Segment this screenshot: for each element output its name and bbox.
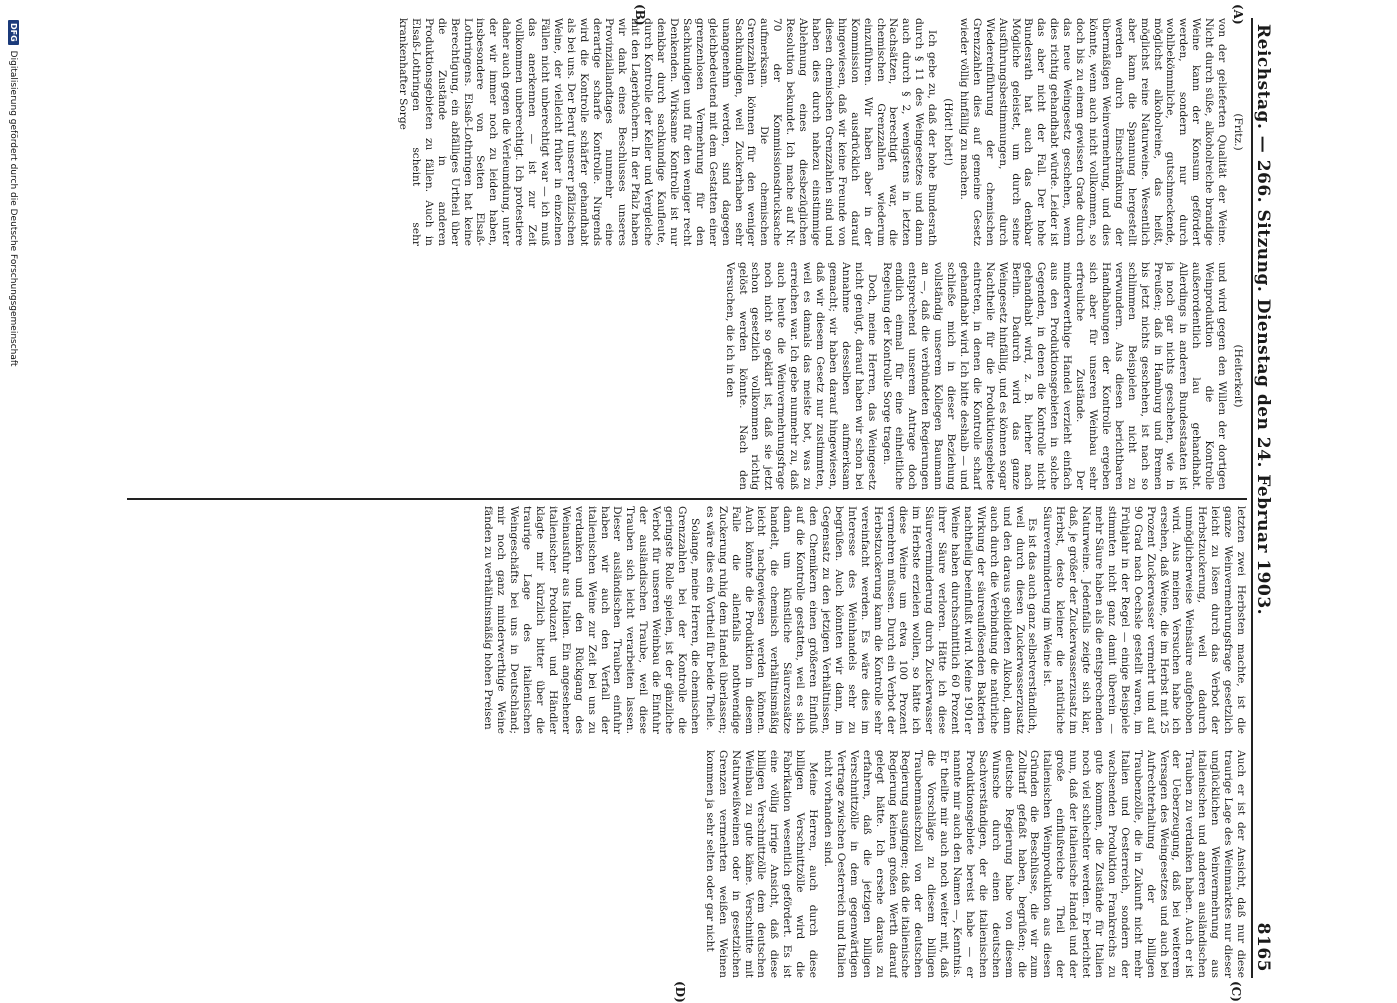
text-body xyxy=(127,4,1247,1003)
column-divider xyxy=(127,498,1247,500)
paragraph: Auch er ist der Ansicht, daß nur diese traurige Lage des Weinmarktes nur dieser unglücklichen Weinvermehrung aus italienischen und anderen ausländischen Trauben zu verdanken haben. Auch er ist der Ueberzeugung, daß bei weiterem Versagen des Weingesetzes und auch bei Aufrechterhaltung der billigen Traubenzölle, die in Zukunft nicht mehr Italien und Oesterreich, sondern der wachsenden Produktion Frankreichs zu gute kommen, die Zustände für Italien noch viel schlechter werden. Er berichtet nun, daß der italienische Handel und der große einflußreiche Theil der italienischen Weinproduktion aus diesen Gründen die Beschlüsse, die wir zum Zolltarif gefaßt haben, begrüßen; die deutsche Regierung habe von diesem Wunsche durch einen deutschen Sachverständigen, der die italienischen Produktionsgebiete bereist habe — er nannte mir auch den Namen —, Kenntnis. Er theilte mir auch noch weiter mit, daß die Vorschläge zu diesem billigen Traubenmaischzoll von der deutschen Regierung ausgingen; daß die italienische Regierung keinen großen Werth darauf gelegt hätte. Ich ersehe daraus zu erfahren, daß die jetzigen billigen Verschnittzölle in dem gegenwärtigen Vertrage zwischen Oesterreich und Italien nicht vorhanden sind. xyxy=(822,750,1247,978)
paragraph: Doch, meine Herren, das Weingesetz nicht genügt, darauf haben wir schon bei Annahme desselben aufmerksam gemacht; wir haben darauf hingewiesen, daß wir diesem Gesetz nur zustimmten, weil es damals das meiste bot, was zu erreichen war. Ich gebe nunmehr zu, daß auch heute die Weinvermehrungsfrage noch nicht so geklärt ist, daß sie jetzt schon gesetzlich vollkommen richtig gelöst werden könnte. Nach den Versuchen, die ich in den xyxy=(723,262,878,490)
speaker-label: (Fritz.) xyxy=(1232,113,1244,151)
margin-letter-c: (C) xyxy=(1229,981,1243,1002)
header-title: Reichstag. — 266. Sitzung. Dienstag den 24. Februar 1903. xyxy=(1253,24,1273,616)
margin-letter-b: (B) xyxy=(633,4,647,26)
column-1 xyxy=(127,18,1247,246)
paragraph: von der gelieferten Qualität der Weine. Nicht durch süße, alkoholreiche brandige Weine kann der Konsum gefördert werden, sondern nur durch wohlbekömmliche, gutschmeckende, möglichst alkoholreine, das heißt, möglichst reine Naturweine. Wesentlich aber kann die Spannung hergestellt werden durch Einschränkung der übermäßigen Weinvermehrung, und dies könnte, wenn auch nicht vollkommen, so doch bis zu einem gewissen Grade durch das neue Weingesetz geschehen, wenn dies richtig gehandhabt würde. Leider ist das aber nicht der Fall. Der hohe Bundesrath hat auch das denkbar Mögliche geleistet, um durch seine Ausführungsbestimmungen, durch Wiedereinführung der chemischen Grenzzahlen dies auf gemeine Gesetz wieder völlig hinfällig zu machen. xyxy=(957,18,1229,246)
page-header xyxy=(1251,18,1287,978)
column-3 xyxy=(127,506,1247,734)
page-number: 8165 xyxy=(1253,922,1273,972)
paragraph: Meine Herren, auch durch diese billigen Verschnittzölle wird die Fabrikation wesentlich gefördert. Es ist eine völlig irrige Ansicht, daß diese billigen Verschnittzölle dem deutschen Weinbau zu gute käme. Verschnitte mit Naturweißweinen oder in gesetzlichen Grenzen vermehrten weißen Weinen kommen ja sehr selten oder gar nicht xyxy=(703,750,820,978)
digitization-note xyxy=(8,20,19,366)
paragraph: und wird gegen den Willen der dortigen Weinproduktion die Kontrolle außerordentlich lau gehandhabt. Allerdings in anderen Bundesstaaten ist ja noch gar nichts geschehen, wie in Preußen; daß in Hamburg und Bremen bis jetzt nichts geschehen, ist nach so schlimmen Beispielen nicht zu verwundern. Aus diesen berichtbaren Handhabungen der Kontrolle ergeben sich aber für unseren Weinbau sehr erfreuliche Zustände. Der minderwerthige Handel verzieht einfach aus den Produktionsgebieten in solche Gegenden, in denen die Kontrolle nicht gehandhabt wird, z. B. hierher nach Berlin. Dadurch wird das ganze Weingesetz hinfällig, und es können sogar Nachtheile für die Produktionsgebiete eintreten, in denen die Kontrolle scharf gehandhabt wird. Ich bitte deshalb — und schließe mich in dieser Beziehung vollständig unserem Kollegen Baumann an —, daß die verbündeten Regierungen entsprechend unserem Antrage doch endlich einmal für eine einheitliche Regelung der Kontrolle Sorge tragen. xyxy=(880,262,1229,490)
paragraph: Solange, meine Herren, die chemischen Grenzzahlen bei der Kontrolle die geringste Rolle spielen, ist der gänzliche Verbot für unseren Weinbau die Einfuhr der ausländischen Traube, weil diese Trauben sich leicht verarbeiten lassen. Dieser ausländischen Trauben einfuhr haben wir auch den Verfall der italienischen Weine zur Zeit bei uns zu verdanken und den Rückgang des Weinausfuhr aus Italien. Ein angesehener italienischer Produzent und Händler klagte mir kürzlich bitter über die traurige Lage des italienischen Weingeschäfts bei uns in Deutschland; mir noch ganz minderwerthige Weine fänden zu verhältnismäßig hohen Preisen xyxy=(482,506,701,734)
paragraph: Es ist das auch ganz selbstverständlich, weil durch diesen Zuckerwasserzusatz und den daraus gebildeten Alkohol, dann auch durch die Verbindung die natürliche Wirkung der säureauflösenden Bakterien nachtheilig beeinflußt wird. Meine 1901er Weine haben durchschnittlich 60 Prozent ihrer Säure verloren. Hätte ich diese Säureverminderung durch Zuckerwasser im Herbste erzielen wollen, so hätte ich diese Weine um etwa 100 Prozent vermehren müssen. Durch ein Verbot der Herbstzuckerung kann die Kontrolle sehr vereinfacht werden. Es wäre dies im Interesse des Weinhandels sehr zu begrüßen. Auch könnten wir dann, im Gegensatz zu den jetzigen Verhältnissen, den Chemikern einen größeren Einfluß auf die Kontrolle gestatten, weil es sich dann um künstliche Säurezusätze handelt, die chemisch verhältnismäßig leicht nachgewiesen werden können. Auch könnte die Produktion in diesem Falle die allenfalls nothwendige Zuckerung ruhig dem Handel überlassen; es wäre dies ein Vortheil für beide Theile. xyxy=(703,506,1039,734)
column-4 xyxy=(127,750,1247,978)
margin-letter-d: (D) xyxy=(673,981,687,1003)
interjection: (Hört! hört!) xyxy=(942,98,955,166)
dfg-logo: DFG xyxy=(8,20,19,45)
interjection: (Heiterkeit) xyxy=(1232,344,1244,408)
digitization-text: Digitalisierung gefördert durch die Deutsche Forschungsgemeinschaft xyxy=(8,50,19,367)
paragraph: Ich gebe zu, daß der hohe Bundesrath durch § 11 des Weingesetzes und dann auch durch § 2, wenigstens in letzten Nachsätzen, berechtigt war, die chemischen Grenzzahlen wiederum einzuführen. Wir haben aber in der Kommission ausdrücklich darauf hingewiesen, daß wir keine Freunde von diesen chemischen Grenzzahlen sind und haben dies durch nahezu einstimmige Ablehnung eines diesbezüglichen Resolution bekundet. Ich mache auf Nr. 70 der Kommissionsdrucksache aufmerksam. Die chemischen Grenzzahlen können für den weniger Sachkundigen, weil Zuckerhaben sehr unangenehm werden, sind dagegen gleichbedeutend mit dem Gestatten einer grenzenlosen Vermehrung für den Sachkundigen und für den weniger recht Denkenden. Wirksame Kontrolle ist nur denkbar durch sachkundige Kaufleute, durch Kontrolle der Keller und Vergleiche mit den Lagerbüchern. In der Pfalz haben wir dank eines Beschlusses unseres Provinziallandtages nunmehr eine derartige scharfe Kontrolle. Nirgends wird die Kontrolle schärfer gehandhabt als bei uns. Der Beruf unserer pfälzischen Weine, der vielleicht früher in einzelnen Fällen nicht unberechtigt war — ich muß das anerkennen — ist zur Zeit vollkommen unberechtigt. Ich protestiere daher auch gegen die Verleumdung, unter der wir immer noch zu leiden haben, insbesondere von Seiten Elsaß-Lothringens. Elsaß-Lothringen hat keine Berechtigung, ein abfälliges Urtheil über die Zustände in anderen Produktionsgebieten zu fällen. Auch in Elsaß-Lothringen scheint sehr krankenhafter Sorge xyxy=(397,18,939,246)
paragraph: letzten zwei Herbsten machte, ist die ganze Weinvermehrungsfrage gesetzlich leicht zu lösen durch das Verbot der Herbstzuckerung, weil dadurch unmöglicherweise Weinsäure aufgehoben wird. Aus meinen Versuchen habe ich ersehen, daß Weine, die im Herbst mit 25 Prozent Zuckerwasser vermehrt und auf 90 Grad nach Oechsle gestellt waren, im Frühjahr in der Regel — einige Beispiele stimmten nicht ganz damit überein — mehr Säure haben als die entsprechenden Naturweine. Jedenfalls zeigte sich klar, daß, je größer der Zuckerwasserzusatz im Herbst, desto kleiner die natürliche Säureverminderung im Weine ist. xyxy=(1041,506,1247,734)
margin-letter-a: (A) xyxy=(1231,4,1245,25)
column-2 xyxy=(127,262,1247,490)
